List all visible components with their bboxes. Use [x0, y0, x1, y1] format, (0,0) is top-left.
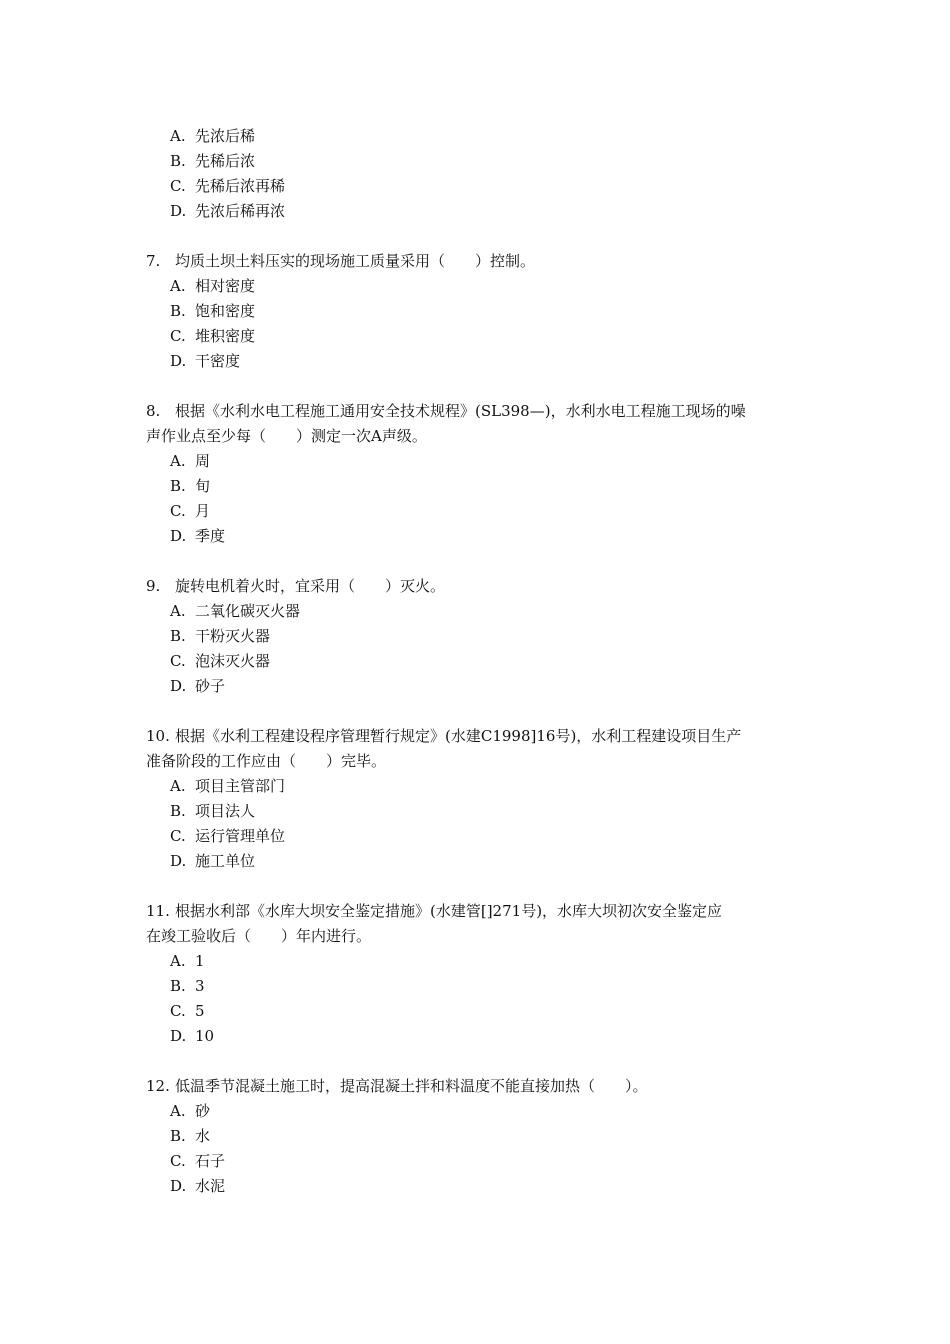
option-text: 泡沫灭火器	[195, 652, 271, 670]
option-letter: D.	[170, 352, 187, 370]
question-stem	[146, 249, 814, 274]
option-b	[146, 624, 814, 649]
option-letter: A.	[170, 952, 186, 970]
option-letter: B.	[170, 477, 186, 495]
option-letter: A.	[170, 1102, 186, 1120]
option-a	[146, 949, 814, 974]
option-text: 5	[195, 1002, 205, 1020]
option-a	[146, 449, 814, 474]
question-number: 7.	[146, 252, 161, 270]
option-text: 项目法人	[195, 802, 256, 820]
option-letter: D.	[170, 1027, 187, 1045]
question-7	[146, 249, 814, 374]
option-letter: C.	[170, 327, 186, 345]
option-letter: B.	[170, 977, 186, 995]
question-number: 9.	[146, 577, 161, 595]
option-text: 3	[195, 977, 205, 995]
option-b	[146, 474, 814, 499]
question-11	[146, 899, 814, 1049]
question-stem	[146, 724, 814, 774]
option-a	[146, 599, 814, 624]
option-letter: B.	[170, 627, 186, 645]
option-b	[146, 974, 814, 999]
option-text: 月	[195, 502, 211, 520]
option-letter: C.	[170, 1002, 186, 1020]
option-c	[146, 324, 814, 349]
option-d	[146, 524, 814, 549]
option-d	[146, 1024, 814, 1049]
question-number: 12.	[146, 1077, 170, 1095]
option-text: 相对密度	[195, 277, 256, 295]
option-b	[146, 299, 814, 324]
option-text: 石子	[195, 1152, 226, 1170]
option-text: 砂子	[195, 677, 226, 695]
question-9	[146, 574, 814, 699]
stem-line: 准备阶段的工作应由（ ）完毕。	[146, 752, 387, 770]
option-c	[146, 649, 814, 674]
option-letter: A.	[170, 277, 186, 295]
option-d	[146, 199, 814, 224]
option-text: 旬	[195, 477, 211, 495]
option-letter: C.	[170, 502, 186, 520]
option-a	[146, 274, 814, 299]
option-d	[146, 849, 814, 874]
option-letter: D.	[170, 202, 187, 220]
stem-line: 根据《水利水电工程施工通用安全技术规程》(SL398—)，水利水电工程施工现场的噪	[175, 402, 746, 420]
option-c	[146, 174, 814, 199]
option-letter: C.	[170, 177, 186, 195]
option-letter: A.	[170, 452, 186, 470]
option-text: 先浓后稀	[195, 127, 256, 145]
option-text: 水泥	[195, 1177, 226, 1195]
stem-line: 在竣工验收后（ ）年内进行。	[146, 927, 372, 945]
option-letter: A.	[170, 127, 186, 145]
option-b	[146, 1124, 814, 1149]
option-letter: A.	[170, 602, 186, 620]
option-letter: B.	[170, 302, 186, 320]
stem-line: 声作业点至少每（ ）测定一次A声级。	[146, 427, 427, 445]
question-12	[146, 1074, 814, 1199]
stem-line: 低温季节混凝土施工时，提高混凝土拌和料温度不能直接加热（ ）。	[175, 1077, 648, 1095]
option-letter: D.	[170, 1177, 187, 1195]
option-text: 二氧化碳灭火器	[195, 602, 301, 620]
option-letter: B.	[170, 802, 186, 820]
option-letter: C.	[170, 652, 186, 670]
question-number: 11.	[146, 902, 170, 920]
option-text: 堆积密度	[195, 327, 256, 345]
option-text: 先浓后稀再浓	[195, 202, 286, 220]
option-letter: A.	[170, 777, 186, 795]
question-6-continued	[146, 124, 814, 224]
question-number: 8.	[146, 402, 161, 420]
option-text: 运行管理单位	[195, 827, 286, 845]
option-c	[146, 999, 814, 1024]
question-stem	[146, 399, 814, 449]
option-c	[146, 824, 814, 849]
option-letter: D.	[170, 527, 187, 545]
option-a	[146, 774, 814, 799]
option-text: 季度	[195, 527, 226, 545]
option-text: 饱和密度	[195, 302, 256, 320]
option-text: 干密度	[195, 352, 241, 370]
question-8	[146, 399, 814, 549]
option-text: 周	[195, 452, 211, 470]
option-c	[146, 499, 814, 524]
option-text: 水	[195, 1127, 211, 1145]
option-text: 施工单位	[195, 852, 256, 870]
question-stem	[146, 899, 814, 949]
question-number: 10.	[146, 727, 170, 745]
option-letter: B.	[170, 152, 186, 170]
option-text: 10	[195, 1027, 215, 1045]
option-letter: C.	[170, 1152, 186, 1170]
question-10	[146, 724, 814, 874]
stem-line: 根据水利部《水库大坝安全鉴定措施》(水建管[]271号)，水库大坝初次安全鉴定应	[175, 902, 723, 920]
option-text: 1	[195, 952, 205, 970]
stem-line: 均质土坝土料压实的现场施工质量采用（ ）控制。	[175, 252, 536, 270]
option-letter: C.	[170, 827, 186, 845]
option-text: 干粉灭火器	[195, 627, 271, 645]
option-text: 砂	[195, 1102, 211, 1120]
question-stem	[146, 1074, 814, 1099]
stem-line: 根据《水利工程建设程序管理暂行规定》(水建C1998]16号)，水利工程建设项目生产	[175, 727, 742, 745]
option-c	[146, 1149, 814, 1174]
option-d	[146, 1174, 814, 1199]
option-letter: D.	[170, 677, 187, 695]
option-a	[146, 124, 814, 149]
option-text: 先稀后浓再稀	[195, 177, 286, 195]
option-d	[146, 674, 814, 699]
option-text: 项目主管部门	[195, 777, 286, 795]
option-d	[146, 349, 814, 374]
option-b	[146, 149, 814, 174]
option-a	[146, 1099, 814, 1124]
option-letter: D.	[170, 852, 187, 870]
question-stem	[146, 574, 814, 599]
option-text: 先稀后浓	[195, 152, 256, 170]
option-b	[146, 799, 814, 824]
stem-line: 旋转电机着火时，宜采用（ ）灭火。	[175, 577, 446, 595]
question-list	[146, 124, 814, 1199]
option-letter: B.	[170, 1127, 186, 1145]
